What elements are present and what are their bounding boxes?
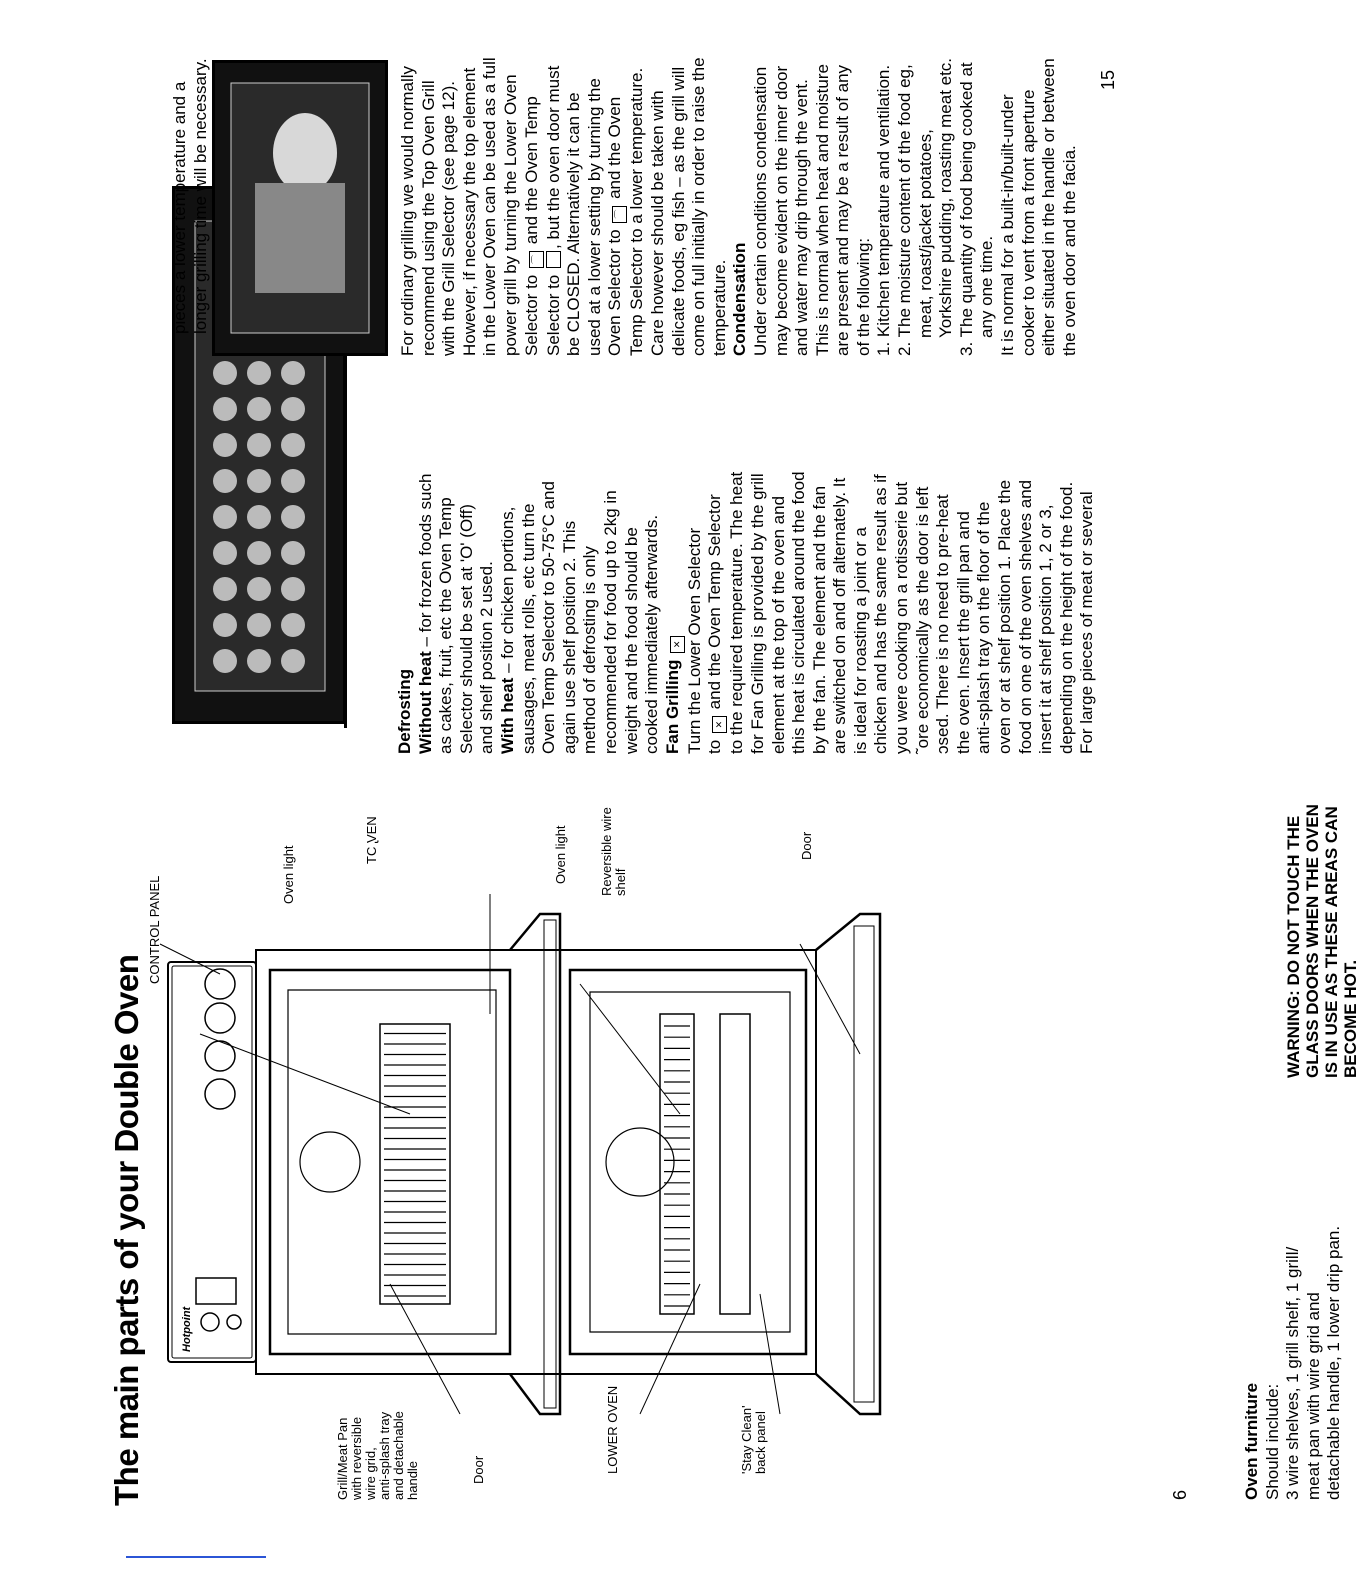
max-symbol-icon <box>546 251 561 268</box>
condensation-list-item: 1. Kitchen temperature and ventilation. <box>874 64 894 356</box>
tray-item <box>247 577 271 601</box>
tray-item <box>247 361 271 385</box>
roast-chicken-photo <box>212 60 388 356</box>
tray-item <box>281 649 305 673</box>
tray-item <box>281 505 305 529</box>
tray-item <box>213 469 237 493</box>
tray-item <box>213 613 237 637</box>
condensation-list-item: 3. The quantity of food being cooked at <box>956 62 976 356</box>
tray-item <box>213 505 237 529</box>
continued-text: pieces a lower temperature and a longer grilling time will be necessary. <box>170 58 210 334</box>
tray-item <box>247 613 271 637</box>
page-title: The main parts of your Double Oven <box>108 954 145 1506</box>
defrosting-column: Defrosting Without heat – for frozen foods such as cakes, fruit, etc the Oven Temp Selector should be set at 'O' (Off) and shelf position 2 used. With heat – for chicken portions, sausages, meat rolls, etc turn the Oven Temp Selector to 50-75°C and again use shelf position 2. This method of defrosting is only recommended for food up to 2kg in weight and the food should be cooked immediately afterwards. Fan Grilling ✕ Turn the Lower Oven Selector to ✕ and the Oven Temp Selector to the required temperature. The heat for Fan Grilling is provided by the grill element at the top of the oven and this heat is circulated around the food by the fan. The element and the fan are switched on and off alternately. It is ideal for roasting a joint or a chicken and has the same result as if you were cooking on a rotisserie but ˜ore economically as the door is left ɔsed. There is no need to pre-heat the oven. Insert the grill pan and anti-splash tray on the floor of the oven or at shelf position 1. Place the food on one of the oven shelves and insert it at shelf position 1, 2 or 3, depending on the height of the food. For large pieces of meat or several <box>395 314 1098 754</box>
left-page-number: 6 <box>1170 1489 1190 1500</box>
brand-logo: Hotpoint <box>181 1306 193 1352</box>
tray-item <box>213 397 237 421</box>
control-panel-label: CONTROL PANEL <box>147 875 162 984</box>
fan-grill-symbol-icon: ✕ <box>670 636 685 653</box>
tray-item <box>281 397 305 421</box>
safety-warning: WARNING: DO NOT TOUCH THE GLASS DOORS WHEN THE OVEN IS IN USE AS THESE AREAS CAN BECOME HOT. <box>1284 804 1360 1078</box>
tray-item <box>247 505 271 529</box>
tray-item <box>247 433 271 457</box>
stay-clean-label: 'Stay Clean' back panel <box>739 1405 768 1474</box>
top-oven-label: TC ̢VEN <box>364 816 379 864</box>
tray-item <box>247 541 271 565</box>
tray-item <box>281 613 305 637</box>
tray-item <box>213 361 237 385</box>
lower-oven-label: LOWER OVEN <box>605 1385 620 1474</box>
condensation-heading: Condensation <box>730 242 750 356</box>
oven-light-top-label: Oven light <box>281 845 296 904</box>
scan-edge-mark <box>126 1556 266 1558</box>
grill-pan-label: Grill/Meat Pan with reversible wire grid, anti-splash tray and detachable handle <box>335 1411 420 1500</box>
tray-item <box>281 433 305 457</box>
grilling-column: For ordinary grilling we would normally recommend using the Top Oven Grill with the Grill Selector (see page 12). However, if necessary the top element in the Lower Oven can be used as a full power grill by turning the Lower Oven Selector to ⌒ and the Oven Temp Selector to , but the oven door must be CLOSED. Alternatively it can be used at a lower setting by turning the Oven Selector to ⌒ and the Oven Temp Selector to a lower temperature. Care however should be taken with delicate foods, eg fish – as the grill will come on full initially in order to raise the temperature. Condensation Under certain conditions condensation may become evident on the inner door and water may drip through the vent. This is normal when heat and moisture are present and may be a result of any of the following: 1. Kitchen temperature and ventilation. 2. The moisture content of the food eg, meat, roast/jacket potatoes, Yorkshire pudding, roasting meat etc. 3. The quantity of food being cooked at any one time. It is normal for a built-in/built-under cooker to vent from a front aperture either situated in the handle or between the oven door and the facia. <box>398 11 1080 356</box>
tray-item <box>281 577 305 601</box>
grill-symbol-icon: ⌒ <box>529 251 544 268</box>
oven-furniture-section: Oven furniture Should include: 3 wire shelves, 1 grill shelf, 1 grill/ meat pan with wire grid and detachable handle, 1 lower drip pan. <box>1242 1020 1345 1500</box>
right-page-number: 15 <box>1098 69 1118 90</box>
tray-item <box>247 469 271 493</box>
tray-item <box>281 541 305 565</box>
door-lower-label: Door <box>799 831 814 860</box>
fan-grilling-heading: Fan Grilling <box>662 659 682 754</box>
double-oven-diagram <box>160 874 920 1414</box>
tray-item <box>247 397 271 421</box>
tray-item <box>213 649 237 673</box>
fan-grill-symbol-icon: ✕ <box>712 716 727 733</box>
oven-light-lower-label: Oven light <box>553 825 568 884</box>
condensation-list-item: 2. The moisture content of the food eg, <box>895 64 915 356</box>
tray-item <box>213 541 237 565</box>
tray-item <box>213 433 237 457</box>
oven-furniture-heading: Oven furniture <box>1242 1382 1261 1500</box>
tray-item <box>213 577 237 601</box>
door-top-label: Door <box>471 1455 486 1484</box>
defrosting-heading: Defrosting <box>395 669 414 754</box>
grill-symbol-icon: ⌒ <box>612 206 627 223</box>
tray-item <box>247 649 271 673</box>
tray-item <box>281 469 305 493</box>
reversible-shelf-label: Reversible wire shelf <box>599 807 628 896</box>
tray-item <box>281 361 305 385</box>
